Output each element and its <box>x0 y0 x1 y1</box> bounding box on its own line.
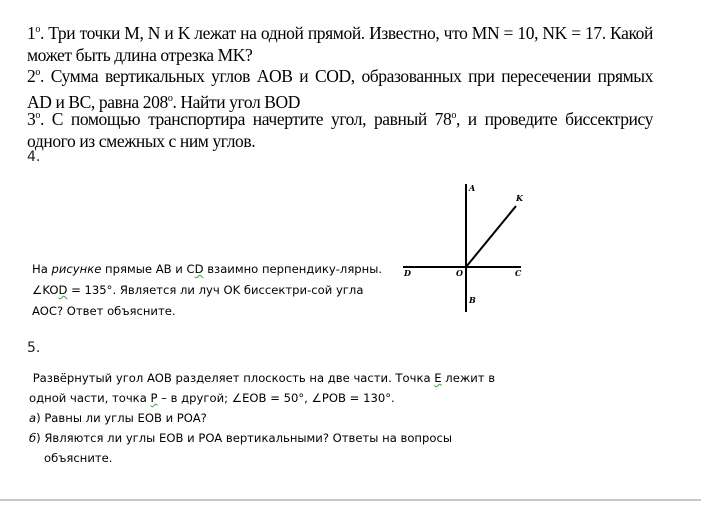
label-k: K <box>516 193 523 203</box>
label-a: A <box>469 183 476 193</box>
label-b: B <box>469 295 476 305</box>
ray-ok <box>466 206 516 267</box>
problem-2: 2$^o$. Сумма вертикальных углов AOB и COD, образованных при пересечении прямых AD и BC, равна 208$^o$. Найти угол BOD <box>27 65 653 112</box>
problem-3: 3$^o$. С помощью транспортира начертите угол, равный 78$^o$, и проведите биссектрису одного из смежных с ним углов. <box>27 108 653 151</box>
label-d: D <box>404 268 411 278</box>
page-bottom-border <box>0 499 701 501</box>
problem-4-text: На рисунке прямые AB и CD взаимно перпендику-лярны. ∠KOD = 135°. Является ли луч OK биссектри-сой угла AOC? Ответ объясните. <box>32 262 383 318</box>
label-c: C <box>515 268 522 278</box>
problem-5-number: 5. <box>27 340 41 356</box>
problem-1: 1$^o$. Три точки M, N и K лежат на одной прямой. Известно, что MN = 10, NK = 17. Какой может быть длина отрезка MK? <box>27 22 653 65</box>
problem-5-text: Развёрнутый угол AOB разделяет плоскость на две части. Точка E лежит в одной части, точка P – в другой; ∠EOB = 50°, ∠POB = 130°. а) Равны ли углы EOB и POA? б) Являются ли углы EOB и POA вертикальными? Ответы на вопросы объясните. <box>29 371 496 465</box>
label-o: O <box>456 268 463 278</box>
problem-4-number: 4. <box>27 149 41 165</box>
